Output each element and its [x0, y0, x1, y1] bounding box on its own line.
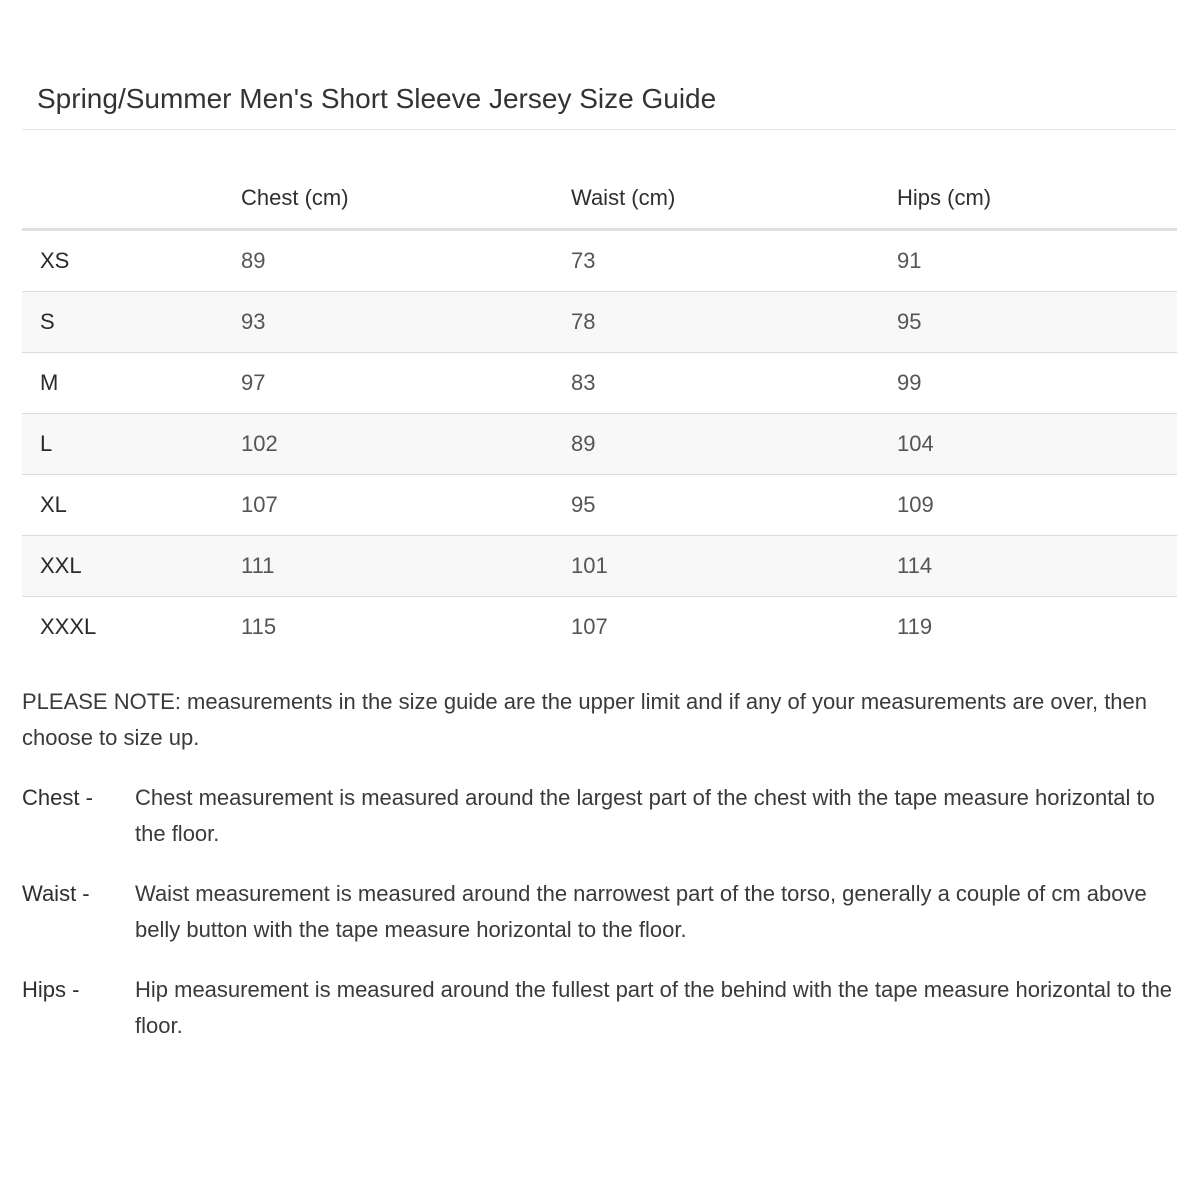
title-divider — [22, 129, 1177, 130]
header-hips: Hips (cm) — [897, 168, 1177, 230]
size-cell: XXL — [22, 536, 241, 597]
chest-cell: 102 — [241, 414, 571, 475]
waist-cell: 89 — [571, 414, 897, 475]
size-cell: XS — [22, 230, 241, 292]
size-cell: XL — [22, 475, 241, 536]
definition-hips — [22, 972, 1182, 1044]
waist-cell: 78 — [571, 292, 897, 353]
table-row — [22, 230, 1177, 292]
page-title: Spring/Summer Men's Short Sleeve Jersey Size Guide — [37, 83, 717, 114]
chest-cell: 89 — [241, 230, 571, 292]
hips-cell: 109 — [897, 475, 1177, 536]
table-row — [22, 353, 1177, 414]
hips-cell: 114 — [897, 536, 1177, 597]
definition-waist — [22, 876, 1182, 948]
table-row — [22, 536, 1177, 597]
waist-cell: 83 — [571, 353, 897, 414]
hips-cell: 119 — [897, 614, 933, 639]
waist-cell: 95 — [571, 475, 897, 536]
definition-description: Hip measurement is measured around the fullest part of the behind with the tape measure horizontal to the floor. — [135, 977, 1173, 1038]
chest-cell: 111 — [241, 536, 571, 597]
table-header-row — [22, 168, 1177, 230]
table-row — [22, 475, 1177, 536]
hips-cell: 99 — [897, 353, 1177, 414]
table-row — [22, 292, 1177, 353]
definition-chest — [22, 780, 1182, 852]
header-chest: Chest (cm) — [241, 168, 571, 230]
chest-cell: 115 — [241, 614, 277, 639]
definition-description: Chest measurement is measured around the largest part of the chest with the tape measure horizontal to the floor. — [135, 785, 1155, 846]
hips-cell: 104 — [897, 414, 1177, 475]
size-cell: S — [22, 292, 241, 353]
definition-term: Chest - — [22, 785, 93, 810]
size-table — [22, 168, 1177, 657]
header-waist: Waist (cm) — [571, 168, 897, 230]
chest-cell: 93 — [241, 292, 571, 353]
chest-cell: 97 — [241, 353, 571, 414]
definition-term: Waist - — [22, 881, 90, 906]
definition-description: Waist measurement is measured around the narrowest part of the torso, generally a couple of cm above belly button with the tape measure horizontal to the floor. — [135, 881, 1147, 942]
waist-cell: 107 — [571, 614, 608, 639]
size-cell: L — [22, 414, 241, 475]
size-cell: M — [22, 353, 241, 414]
size-cell: XXXL — [40, 614, 97, 639]
waist-cell: 73 — [571, 230, 897, 292]
hips-cell: 91 — [897, 230, 1177, 292]
definition-term: Hips - — [22, 977, 80, 1002]
hips-cell: 95 — [897, 292, 1177, 353]
header-size — [22, 168, 241, 230]
waist-cell: 101 — [571, 536, 897, 597]
chest-cell: 107 — [241, 475, 571, 536]
table-row — [22, 414, 1177, 475]
table-row — [22, 597, 1177, 658]
size-up-note: PLEASE NOTE: measurements in the size guide are the upper limit and if any of your measurements are over, then choose to size up. — [22, 689, 1148, 750]
